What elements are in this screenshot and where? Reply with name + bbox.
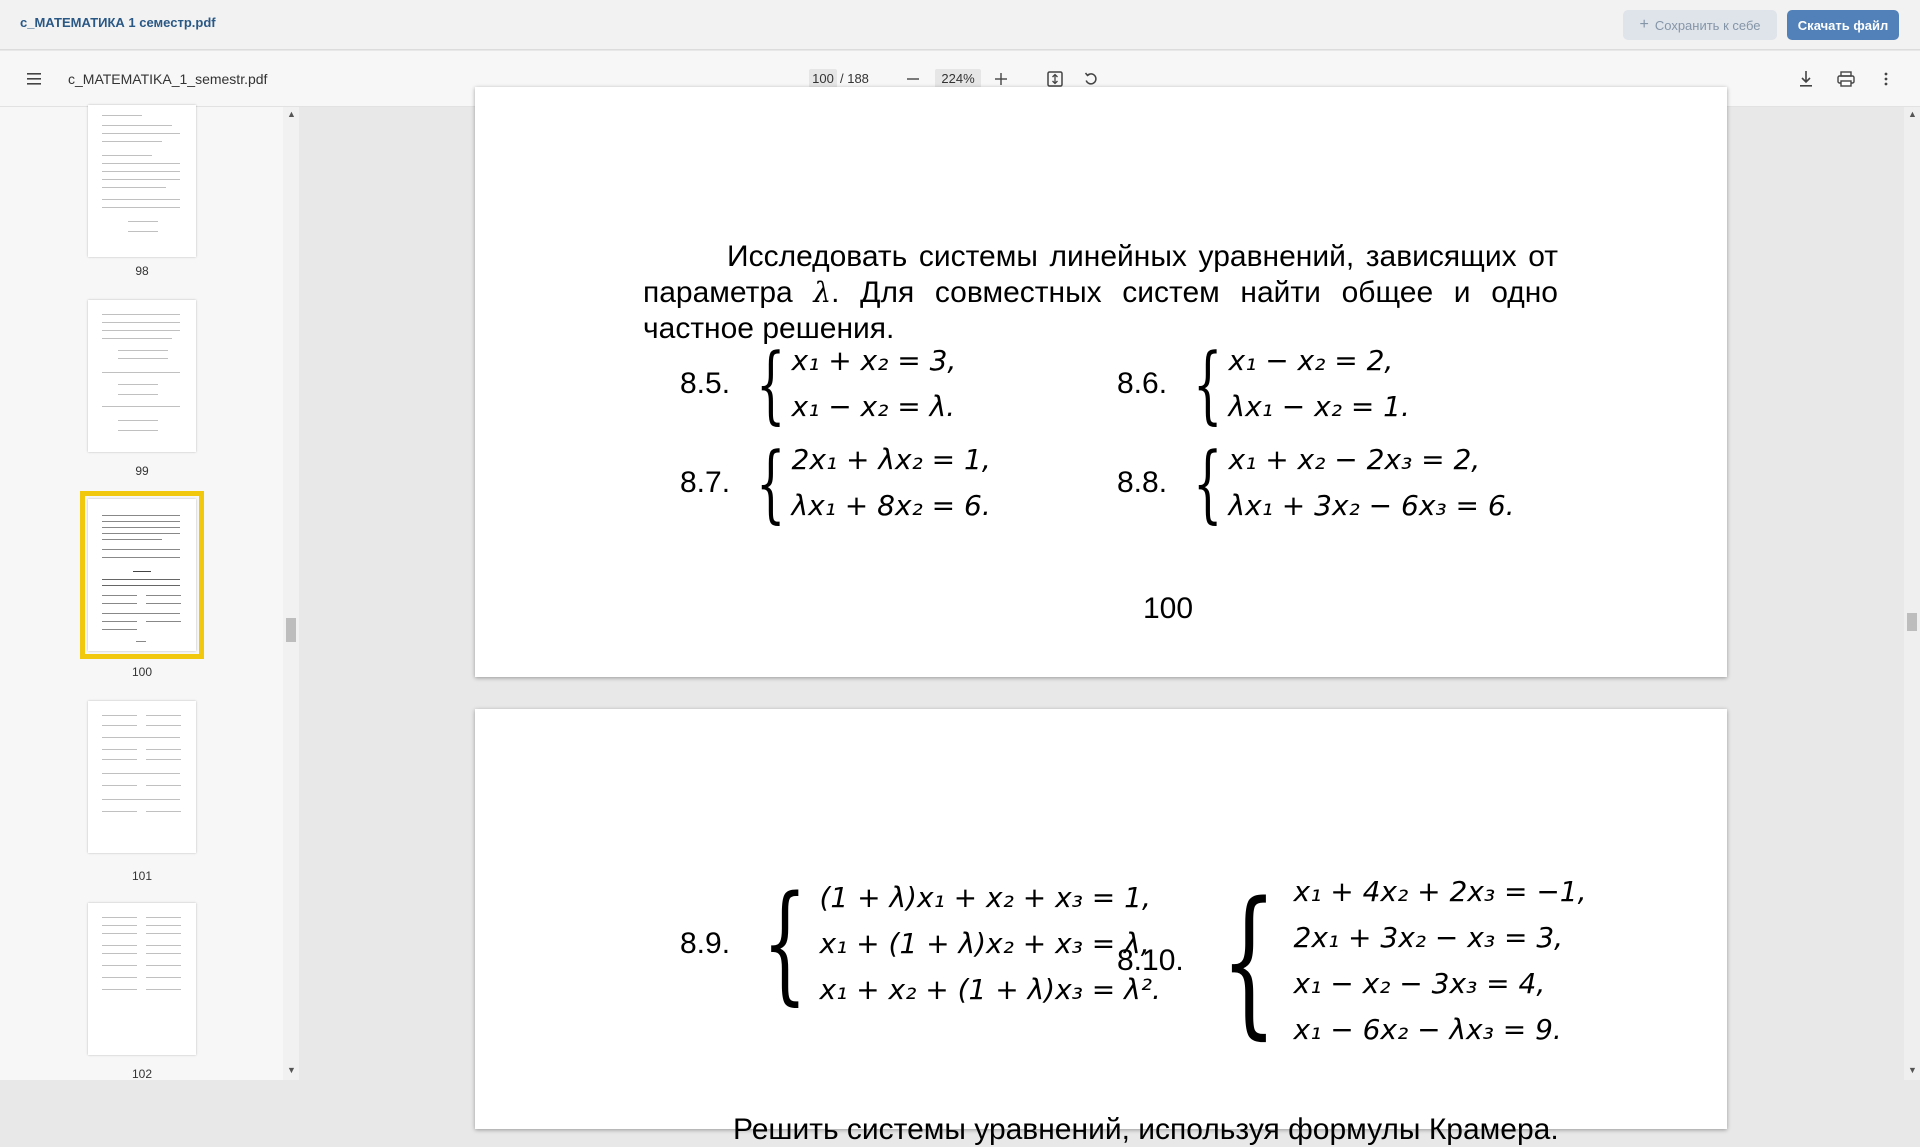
sidebar-scroll-thumb[interactable] <box>286 618 296 642</box>
thumbnail-page-101[interactable] <box>88 701 196 853</box>
main-scroll-thumb[interactable] <box>1907 613 1917 631</box>
main-scrollbar[interactable] <box>1904 107 1920 1080</box>
equation: λx₁ − x₂ = 1. <box>1228 390 1410 423</box>
equation: x₁ + 4x₂ + 2x₃ = −1, <box>1293 875 1587 908</box>
save-to-self-button[interactable] <box>1623 10 1777 40</box>
scroll-up-arrow-icon[interactable]: ▲ <box>1908 109 1917 119</box>
top-bar <box>0 0 1920 50</box>
thumbnail-label: 102 <box>131 1067 153 1081</box>
thumbnail-page-102[interactable] <box>88 903 196 1055</box>
equation: 2x₁ + λx₂ = 1, <box>791 443 991 476</box>
lambda-symbol: λ <box>813 276 832 309</box>
equation: λx₁ + 8x₂ = 6. <box>791 489 991 522</box>
cut-off-text: Решить системы уравнений, используя формулы Крамера. <box>733 1113 1559 1146</box>
equation: x₁ + x₂ = 3, <box>791 344 957 377</box>
page-number: 100 <box>1142 592 1194 625</box>
system-brace: { <box>756 335 786 433</box>
thumbnail-label: 98 <box>135 264 149 278</box>
problem-label: 8.9. <box>680 927 731 960</box>
system-brace: { <box>762 869 808 1018</box>
thumbnail-page-100[interactable] <box>88 499 196 651</box>
problem-label: 8.5. <box>680 367 731 400</box>
pdf-page-100 <box>475 87 1727 677</box>
page-number-input[interactable]: 100 <box>809 69 837 89</box>
download-icon[interactable] <box>1794 67 1818 91</box>
problem-8-8 <box>1117 434 1515 532</box>
problem-8-7 <box>680 434 991 532</box>
problem-8-9 <box>680 869 1161 1018</box>
problem-label: 8.6. <box>1117 367 1168 400</box>
equation: x₁ − x₂ − 3x₃ = 4, <box>1293 967 1546 1000</box>
scroll-down-arrow-icon[interactable]: ▼ <box>287 1065 296 1075</box>
problem-label: 8.8. <box>1117 466 1168 499</box>
equation: x₁ + x₂ + (1 + λ)x₃ = λ². <box>819 973 1161 1006</box>
system-brace: { <box>1193 434 1223 532</box>
equation: x₁ + x₂ − 2x₃ = 2, <box>1228 443 1481 476</box>
equation: 2x₁ + 3x₂ − x₃ = 3, <box>1293 921 1564 954</box>
equation-system <box>819 875 1160 1013</box>
download-file-button[interactable]: Скачать файл <box>1787 10 1899 40</box>
scroll-down-arrow-icon[interactable]: ▼ <box>1908 1065 1917 1075</box>
equation-system <box>1229 338 1410 430</box>
problem-label: 8.7. <box>680 466 731 499</box>
scroll-up-arrow-icon[interactable]: ▲ <box>287 109 296 119</box>
save-label: Сохранить к себе <box>1654 17 1761 33</box>
more-icon[interactable] <box>1874 67 1898 91</box>
equation-system <box>792 338 957 430</box>
intro-tail: . Для совместных систем найти общее и одно частное решения. <box>643 276 1558 345</box>
thumbnail-label: 99 <box>135 464 149 478</box>
equation-system <box>1294 869 1587 1053</box>
problem-intro <box>643 239 1558 347</box>
equation: x₁ − x₂ = λ. <box>791 390 956 423</box>
thumbnail-page-98[interactable] <box>88 105 196 257</box>
zoom-level-input[interactable]: 224% <box>935 69 981 89</box>
problem-8-6 <box>1117 335 1410 433</box>
thumbnail-page-99[interactable] <box>88 300 196 452</box>
file-name: c_MATEMATIKA_1_semestr.pdf <box>68 71 268 87</box>
pdf-page-101 <box>475 709 1727 1146</box>
thumbnail-label: 100 <box>131 665 153 679</box>
equation: (1 + λ)x₁ + x₂ + x₃ = 1, <box>819 881 1151 914</box>
thumbnail-sidebar <box>0 107 283 1080</box>
equation: λx₁ + 3x₂ − 6x₃ = 6. <box>1228 489 1515 522</box>
intro-text: Исследовать системы линейных уравнений, зависящих от параметра <box>643 240 1558 309</box>
equation: x₁ + (1 + λ)x₂ + x₃ = λ, <box>819 927 1150 960</box>
system-brace: { <box>1193 335 1223 433</box>
plus-icon: + <box>1639 16 1649 33</box>
problem-label: 8.10. <box>1117 944 1184 977</box>
print-icon[interactable] <box>1834 67 1858 91</box>
equation-system <box>1229 437 1515 529</box>
document-view <box>299 107 1920 1146</box>
document-title: с_МАТЕМАТИКА 1 семестр.pdf <box>20 15 216 30</box>
equation-system <box>792 437 991 529</box>
problem-8-5 <box>680 335 957 433</box>
hamburger-icon[interactable] <box>22 67 46 91</box>
problem-8-10 <box>1117 869 1587 1053</box>
equation: x₁ − x₂ = 2, <box>1228 344 1394 377</box>
system-brace: { <box>1220 867 1277 1054</box>
thumbnail-label: 101 <box>131 869 153 883</box>
sidebar-scrollbar[interactable] <box>283 107 299 1080</box>
page-total: / 188 <box>840 71 869 86</box>
equation: x₁ − 6x₂ − λx₃ = 9. <box>1293 1013 1562 1046</box>
system-brace: { <box>756 434 786 532</box>
